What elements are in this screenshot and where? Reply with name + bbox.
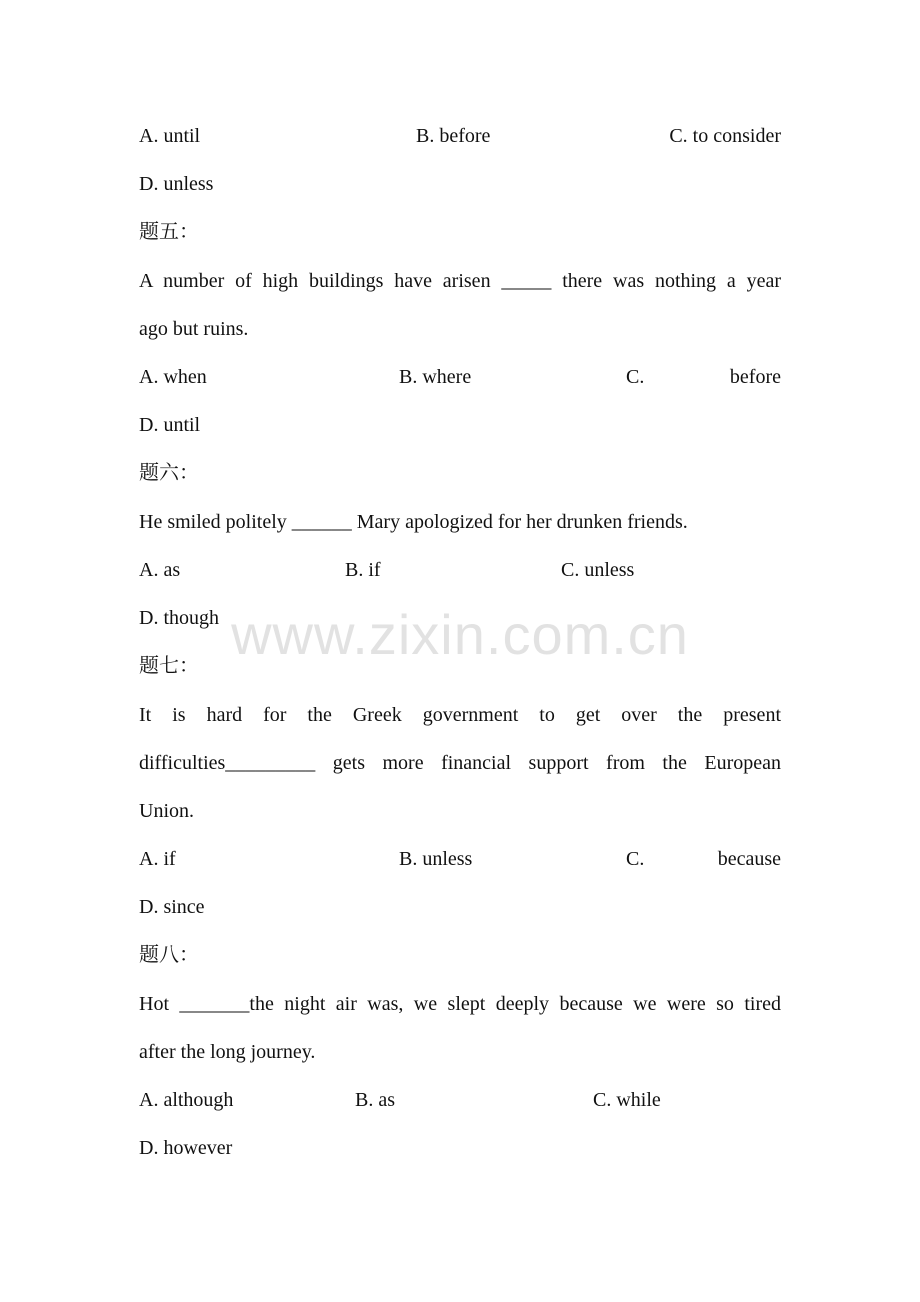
q8-options-row bbox=[139, 1086, 781, 1114]
q5-option-c-text: before bbox=[729, 366, 781, 388]
q7-option-d: D. since bbox=[139, 896, 205, 918]
q5-stem-line-2: ago but ruins. bbox=[139, 318, 249, 340]
q4-option-a: A. until bbox=[139, 125, 201, 147]
q6-option-c: C. unless bbox=[561, 559, 635, 581]
q4-option-b: B. before bbox=[416, 125, 491, 147]
q8-option-d: D. however bbox=[139, 1137, 233, 1159]
q7-stem-line-3: Union. bbox=[139, 800, 194, 822]
q7-option-c-letter: C. bbox=[626, 848, 645, 870]
q8-option-c: C. while bbox=[593, 1089, 661, 1111]
q6-option-b: B. if bbox=[345, 559, 381, 581]
q5-options-row bbox=[139, 363, 781, 391]
q6-options-row bbox=[139, 556, 781, 584]
q6-heading: 题六： bbox=[139, 462, 199, 484]
q8-stem-line-2: after the long journey. bbox=[139, 1041, 316, 1063]
q8-option-b: B. as bbox=[355, 1089, 395, 1111]
q8-heading: 题八： bbox=[139, 944, 199, 966]
watermark: www.zixin.com.cn bbox=[231, 603, 689, 666]
q7-heading: 题七： bbox=[139, 655, 199, 677]
q5-option-a: A. when bbox=[139, 366, 207, 388]
q7-stem-line-2: difficulties_________ gets more financial support from the European bbox=[139, 752, 781, 774]
q7-options-row bbox=[139, 845, 781, 873]
q6-stem-line-1: He smiled politely ______ Mary apologized for her drunken friends. bbox=[139, 511, 688, 533]
q5-option-d: D. until bbox=[139, 414, 201, 436]
q4-options-row bbox=[139, 122, 781, 150]
q6-option-a: A. as bbox=[139, 559, 181, 581]
q5-option-c-letter: C. bbox=[626, 366, 645, 388]
q4-option-c: C. to consider bbox=[669, 125, 781, 147]
q7-option-b: B. unless bbox=[399, 848, 473, 870]
q5-stem-line-1: A number of high buildings have arisen _____ there was nothing a year bbox=[139, 270, 781, 292]
q4-option-d: D. unless bbox=[139, 173, 214, 195]
q8-option-a: A. although bbox=[139, 1089, 234, 1111]
q5-option-b: B. where bbox=[399, 366, 472, 388]
q6-option-d: D. though bbox=[139, 607, 219, 629]
q7-option-c-text: because bbox=[717, 848, 781, 870]
q7-stem-line-1: It is hard for the Greek government to get over the present bbox=[139, 704, 781, 726]
q7-option-a: A. if bbox=[139, 848, 176, 870]
q5-heading: 题五： bbox=[139, 221, 199, 243]
q8-stem-line-1: Hot _______the night air was, we slept deeply because we were so tired bbox=[139, 993, 781, 1015]
